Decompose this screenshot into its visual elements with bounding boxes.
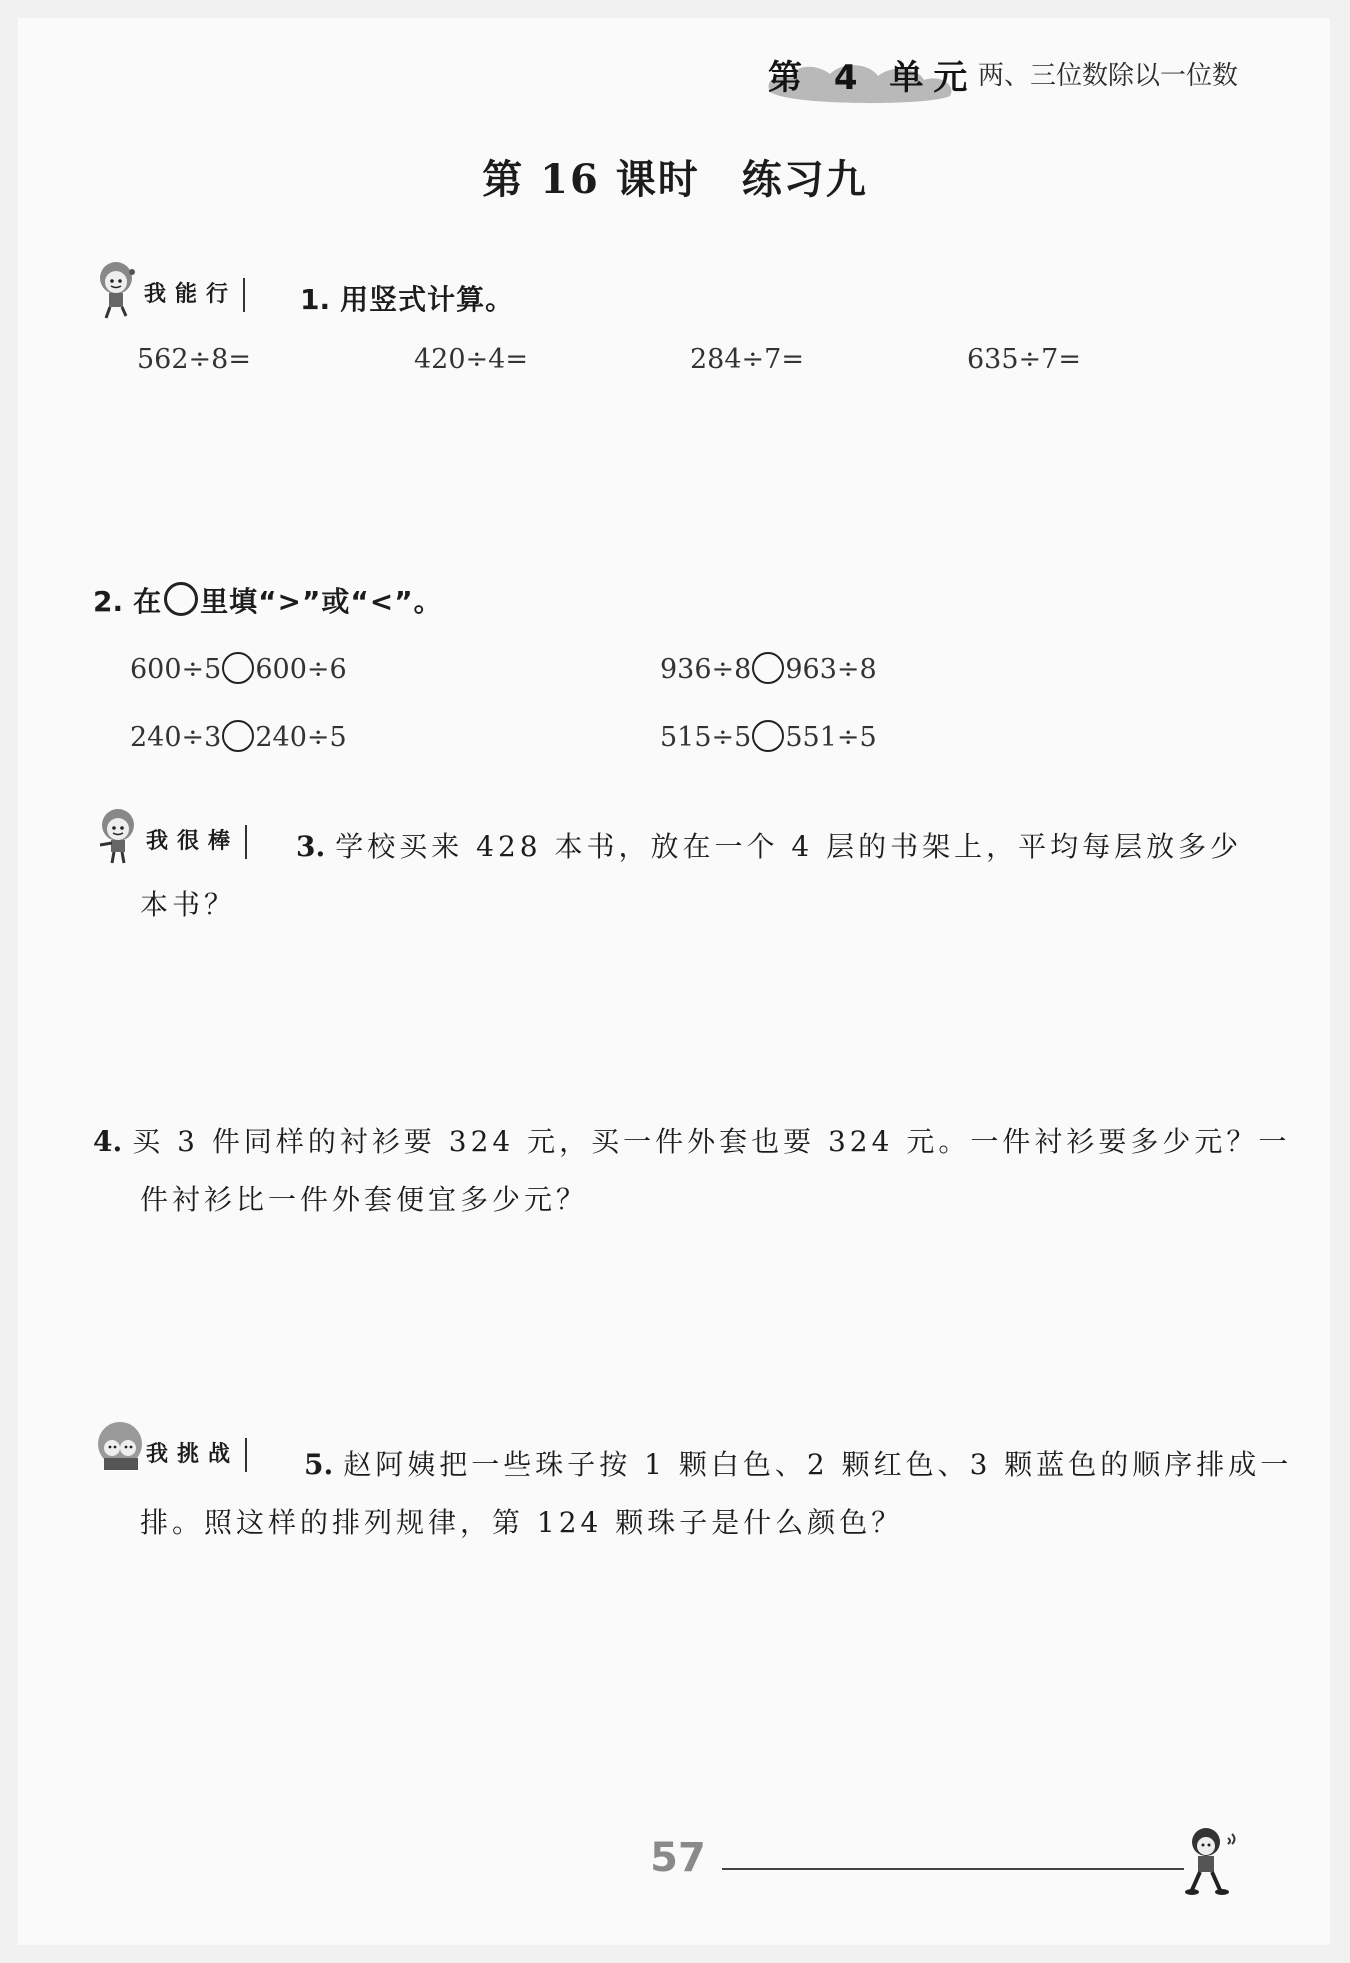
q2-number: 2. — [93, 585, 124, 618]
comparison-left: 515÷5 — [660, 722, 752, 753]
q1-text: 用竖式计算。 — [340, 283, 515, 316]
q5-line1 — [304, 1445, 1292, 1485]
q1-number: 1. — [300, 283, 331, 316]
answer-circle-icon — [164, 582, 198, 616]
comparison-right: 551÷5 — [785, 722, 877, 753]
q5-number: 5. — [304, 1448, 334, 1481]
comparison-left: 240÷3 — [130, 722, 222, 753]
section-label: 我挑战 — [146, 1438, 247, 1472]
q3-number: 3. — [296, 830, 326, 863]
comparison-right: 963÷8 — [785, 654, 877, 685]
q4-number: 4. — [93, 1125, 123, 1158]
q2-text-after: 里填“>”或“<”。 — [200, 585, 443, 618]
q2-text-before: 在 — [133, 585, 163, 618]
q1-expression: 635÷7= — [967, 344, 1081, 375]
answer-circle[interactable] — [752, 720, 784, 752]
q3-text: 学校买来 428 本书，放在一个 4 层的书架上，平均每层放多少 — [335, 830, 1243, 863]
unit-label: 第 4 单元 — [768, 58, 978, 98]
comparison-right: 240÷5 — [255, 722, 347, 753]
section-label: 我很棒 — [146, 825, 247, 859]
comparison-left: 936÷8 — [660, 654, 752, 685]
q2-comparison — [130, 718, 347, 758]
q1-prompt — [300, 280, 514, 320]
q2-comparison — [130, 650, 347, 690]
section-label: 我能行 — [144, 278, 245, 312]
q2-prompt — [93, 582, 443, 622]
q3-line2: 本书？ — [140, 888, 237, 921]
q1-expression: 562÷8= — [137, 344, 251, 375]
comparison-left: 600÷5 — [130, 654, 222, 685]
answer-circle[interactable] — [222, 652, 254, 684]
q4-text: 买 3 件同样的衬衫要 324 元，买一件外套也要 324 元。一件衬衫要多少元？一 — [132, 1125, 1291, 1158]
answer-circle[interactable] — [752, 652, 784, 684]
girl-mascot-icon — [94, 805, 152, 867]
answer-circle[interactable] — [222, 720, 254, 752]
footer-rule — [722, 1868, 1184, 1870]
unit-badge — [760, 52, 978, 104]
q4-line1 — [93, 1122, 1290, 1162]
q2-comparison — [660, 718, 877, 758]
q1-expression: 420÷4= — [414, 344, 528, 375]
girl-mascot-icon — [92, 258, 150, 320]
kids-mascot-icon — [94, 1418, 152, 1480]
q4-line2: 件衬衫比一件外套便宜多少元？ — [140, 1183, 589, 1216]
q2-comparison — [660, 650, 877, 690]
unit-title: 两、三位数除以一位数 — [978, 61, 1239, 91]
comparison-right: 600÷6 — [255, 654, 347, 685]
running-boy-mascot-icon — [1180, 1824, 1240, 1900]
q5-text: 赵阿姨把一些珠子按 1 颗白色、2 颗红色、3 颗蓝色的顺序排成一 — [343, 1448, 1293, 1481]
q1-expression: 284÷7= — [690, 344, 804, 375]
q3-line1 — [296, 827, 1242, 867]
page-number: 57 — [650, 1835, 706, 1881]
lesson-title: 第 16 课时 练习九 — [482, 156, 868, 203]
q5-line2: 排。照这样的排列规律，第 124 颗珠子是什么颜色？ — [140, 1506, 904, 1539]
